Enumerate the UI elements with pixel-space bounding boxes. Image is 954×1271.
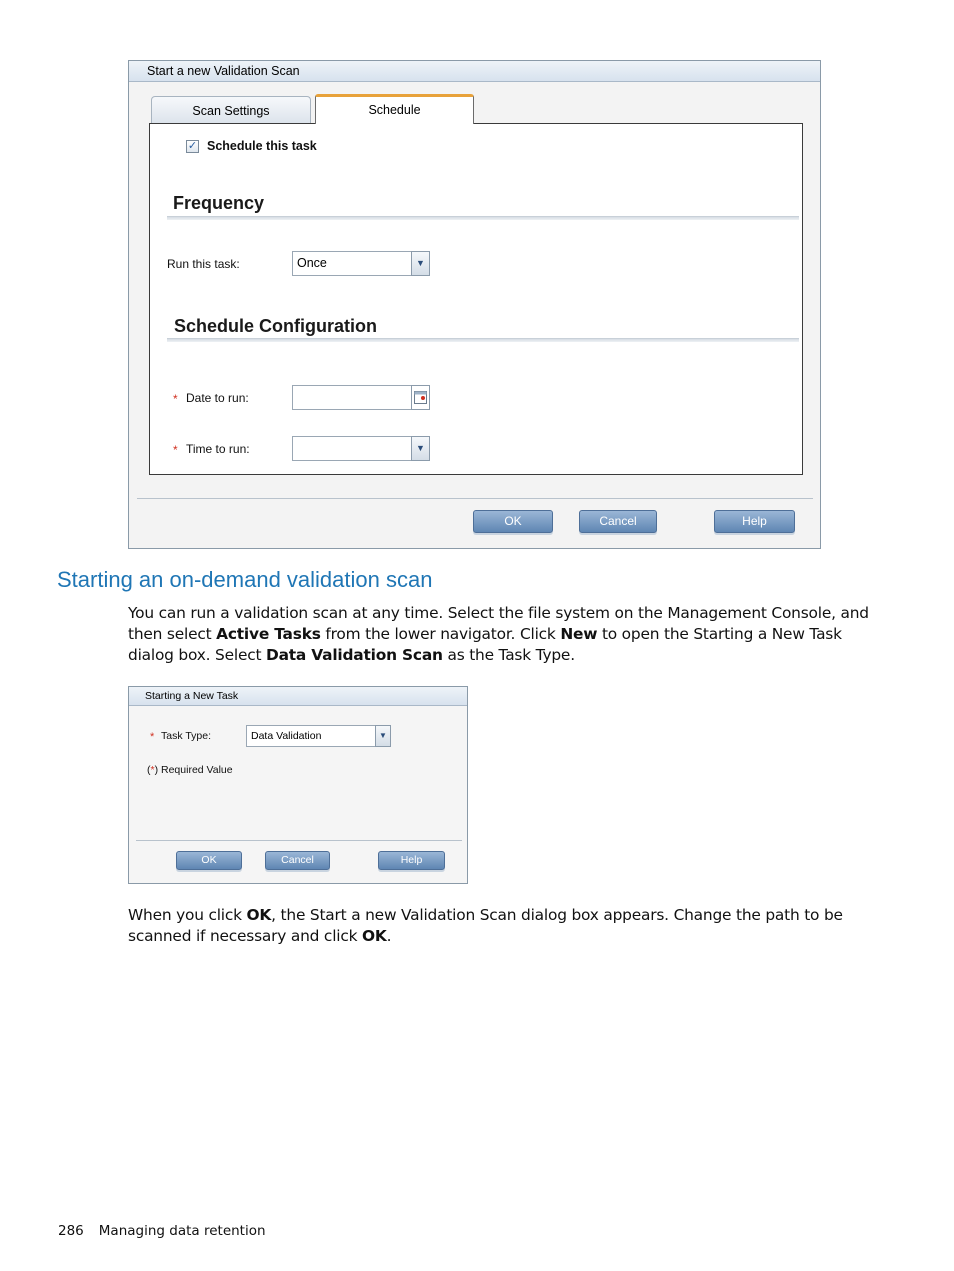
help-button[interactable]: Help [714,510,795,533]
schedule-config-divider [167,338,799,342]
dialog-title: Starting a New Task [129,687,467,706]
data-validation-scan-term: Data Validation Scan [266,646,443,664]
cancel-button[interactable]: Cancel [579,510,657,533]
required-marker: * [173,443,178,457]
help-button[interactable]: Help [378,851,445,870]
schedule-panel [149,123,803,475]
schedule-task-label: Schedule this task [207,139,317,153]
intro-paragraph: You can run a validation scan at any time. Select the file system on the Management Console, and then select Active Tasks from the lower navigator. Click New to open the Starting a New Task dialog box. Select Data Validation Scan as the Task Type. [128,604,869,664]
calendar-icon[interactable] [411,385,430,410]
followup-paragraph: When you click OK, the Start a new Validation Scan dialog box appears. Change the path to be scanned if necessary and click OK. [128,906,843,945]
new-term: New [560,625,598,643]
ok-button[interactable]: OK [176,851,242,870]
tab-scan-settings[interactable]: Scan Settings [151,96,311,123]
section-heading: Starting an on-demand validation scan [57,567,433,592]
active-tasks-term: Active Tasks [216,625,321,643]
schedule-task-checkbox[interactable]: ✓ [187,140,198,152]
tab-schedule[interactable]: Schedule [315,94,474,124]
button-bar-divider [136,840,462,841]
task-type-select[interactable]: Data Validation [246,725,376,747]
chevron-down-icon[interactable]: ▼ [411,251,430,276]
required-marker: * [150,731,155,743]
time-to-run-label: Time to run: [186,442,250,456]
validation-scan-dialog [128,60,821,549]
dialog-title: Start a new Validation Scan [129,61,820,82]
frequency-divider [167,216,799,220]
run-task-select[interactable]: Once [292,251,412,276]
page-footer [58,1223,266,1239]
cancel-button[interactable]: Cancel [265,851,330,870]
page-number: 286 [58,1223,84,1239]
chevron-down-icon[interactable]: ▼ [375,725,391,747]
ok-button[interactable]: OK [473,510,553,533]
new-task-dialog [128,686,468,884]
ok-term: OK [362,927,387,945]
required-marker: * [173,392,178,406]
task-type-label: Task Type: [161,730,211,742]
ok-term: OK [246,906,272,924]
schedule-config-title: Schedule Configuration [174,316,378,336]
date-to-run-label: Date to run: [186,391,249,405]
run-task-label: Run this task: [167,257,240,271]
footer-section: Managing data retention [98,1223,266,1239]
required-value-note: (*) Required Value [147,764,233,776]
frequency-title: Frequency [173,193,265,213]
time-to-run-select[interactable] [292,436,412,461]
button-bar-divider [137,498,813,499]
date-to-run-field[interactable] [292,385,412,410]
chevron-down-icon[interactable]: ▼ [411,436,430,461]
